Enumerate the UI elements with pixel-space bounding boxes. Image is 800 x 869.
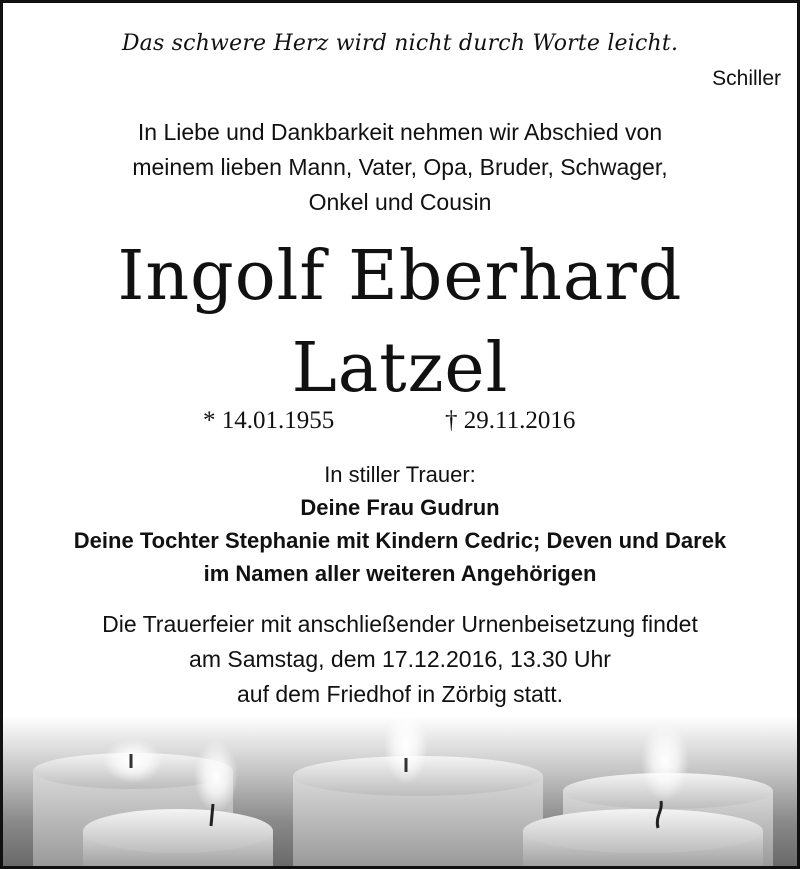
quote-text: Das schwere Herz wird nicht durch Worte leicht.: [121, 31, 679, 56]
mourner-line: Deine Frau Gudrun: [300, 495, 500, 520]
name-first-line: Ingolf Eberhard: [117, 237, 683, 316]
candles-image: [3, 716, 797, 866]
intro-line: In Liebe und Dankbarkeit nehmen wir Abschied von: [137, 119, 663, 145]
service-info: [3, 607, 797, 712]
deceased-name: [3, 231, 797, 415]
quote-author: Schiller: [712, 67, 781, 90]
intro-line: Onkel und Cousin: [308, 189, 492, 215]
mourner-line: im Namen aller weiteren Angehörigen: [203, 561, 597, 586]
mourners-block: [3, 458, 797, 590]
service-line: auf dem Friedhof in Zörbig statt.: [237, 681, 563, 707]
mourners-heading: In stiller Trauer:: [324, 462, 476, 487]
service-line: Die Trauerfeier mit anschließender Urnenbeisetzung findet: [102, 611, 698, 637]
mourner-line: Deine Tochter Stephanie mit Kindern Cedric; Deven und Darek: [73, 528, 727, 553]
name-last-line: Latzel: [291, 329, 509, 408]
intro-line: meinem lieben Mann, Vater, Opa, Bruder, Schwager,: [132, 154, 668, 180]
intro-text: [3, 115, 797, 220]
service-line: am Samstag, dem 17.12.2016, 13.30 Uhr: [189, 646, 611, 672]
birth-date: * 14.01.1955: [203, 407, 335, 434]
death-date: † 29.11.2016: [445, 407, 576, 434]
